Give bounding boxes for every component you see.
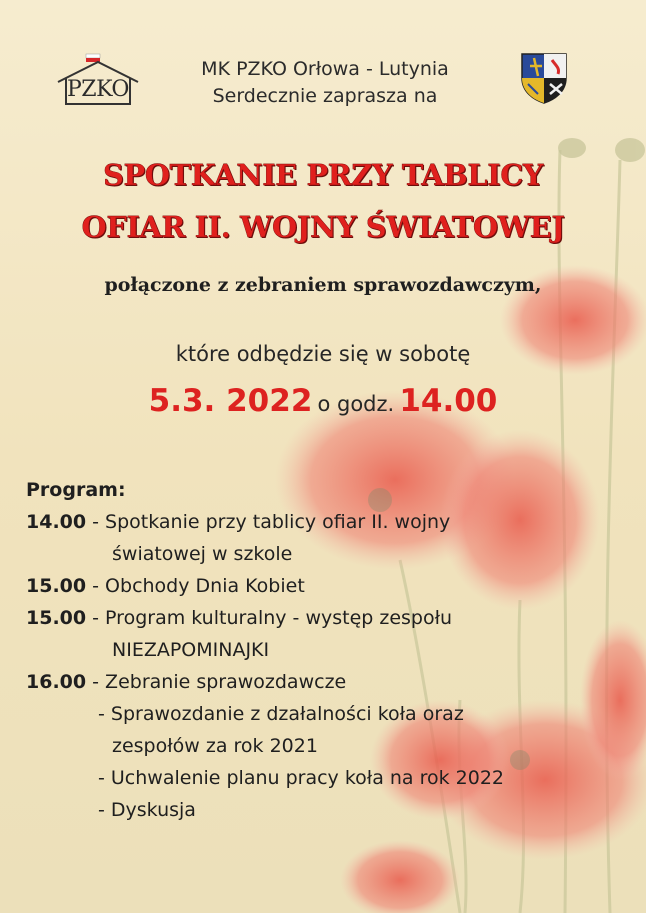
program-item [26, 666, 626, 698]
program-item-text: - Sprawozdanie z dzałalności koła oraz [98, 703, 464, 725]
program-item [26, 698, 626, 730]
program-item-time: 15.00 [26, 607, 87, 629]
program-section [26, 474, 626, 826]
program-item-text: - Obchody Dnia Kobiet [92, 575, 305, 597]
program-item [26, 506, 626, 538]
event-date: 5.3. 2022 [148, 383, 313, 419]
invitation-line: Serdecznie zaprasza na [212, 85, 438, 107]
program-item [26, 762, 626, 794]
program-item [26, 602, 626, 634]
program-item-text: zespołów za rok 2021 [112, 735, 318, 757]
program-item-text: - Spotkanie przy tablicy ofiar II. wojny [92, 511, 451, 533]
organization-line: MK PZKO Orłowa - Lutynia [201, 58, 449, 80]
program-item-time: 16.00 [26, 671, 87, 693]
program-item-text: - Program kulturalny - występ zespołu [92, 607, 453, 629]
program-item [26, 634, 626, 666]
program-item-time: 15.00 [26, 575, 87, 597]
event-time: 14.00 [399, 383, 498, 419]
program-item-text: światowej w szkole [112, 543, 293, 565]
event-title-line-1: SPOTKANIE PRZY TABLICY [102, 158, 543, 192]
program-item-text: - Dyskusja [98, 799, 196, 821]
program-heading: Program: [26, 479, 126, 501]
program-item [26, 570, 626, 602]
program-item-text: NIEZAPOMINAJKI [112, 639, 270, 661]
program-item-text: - Zebranie sprawozdawcze [92, 671, 347, 693]
event-subtitle: połączone z zebraniem sprawozdawczym, [104, 274, 542, 296]
program-item [26, 730, 626, 762]
time-connector: o godz. [317, 392, 395, 416]
program-item [26, 538, 626, 570]
event-title-line-2: OFIAR II. WOJNY ŚWIATOWEJ [81, 210, 565, 244]
pzko-logo-text: PZKO [67, 77, 129, 102]
program-item-time: 14.00 [26, 511, 87, 533]
event-day-text: które odbędzie się w sobotę [175, 342, 471, 366]
pzko-logo [54, 52, 142, 108]
municipal-crest-icon [516, 48, 572, 104]
event-datetime [0, 383, 646, 419]
header-text [150, 56, 500, 110]
program-item-text: - Uchwalenie planu pracy koła na rok 2022 [98, 767, 505, 789]
program-item [26, 794, 626, 826]
